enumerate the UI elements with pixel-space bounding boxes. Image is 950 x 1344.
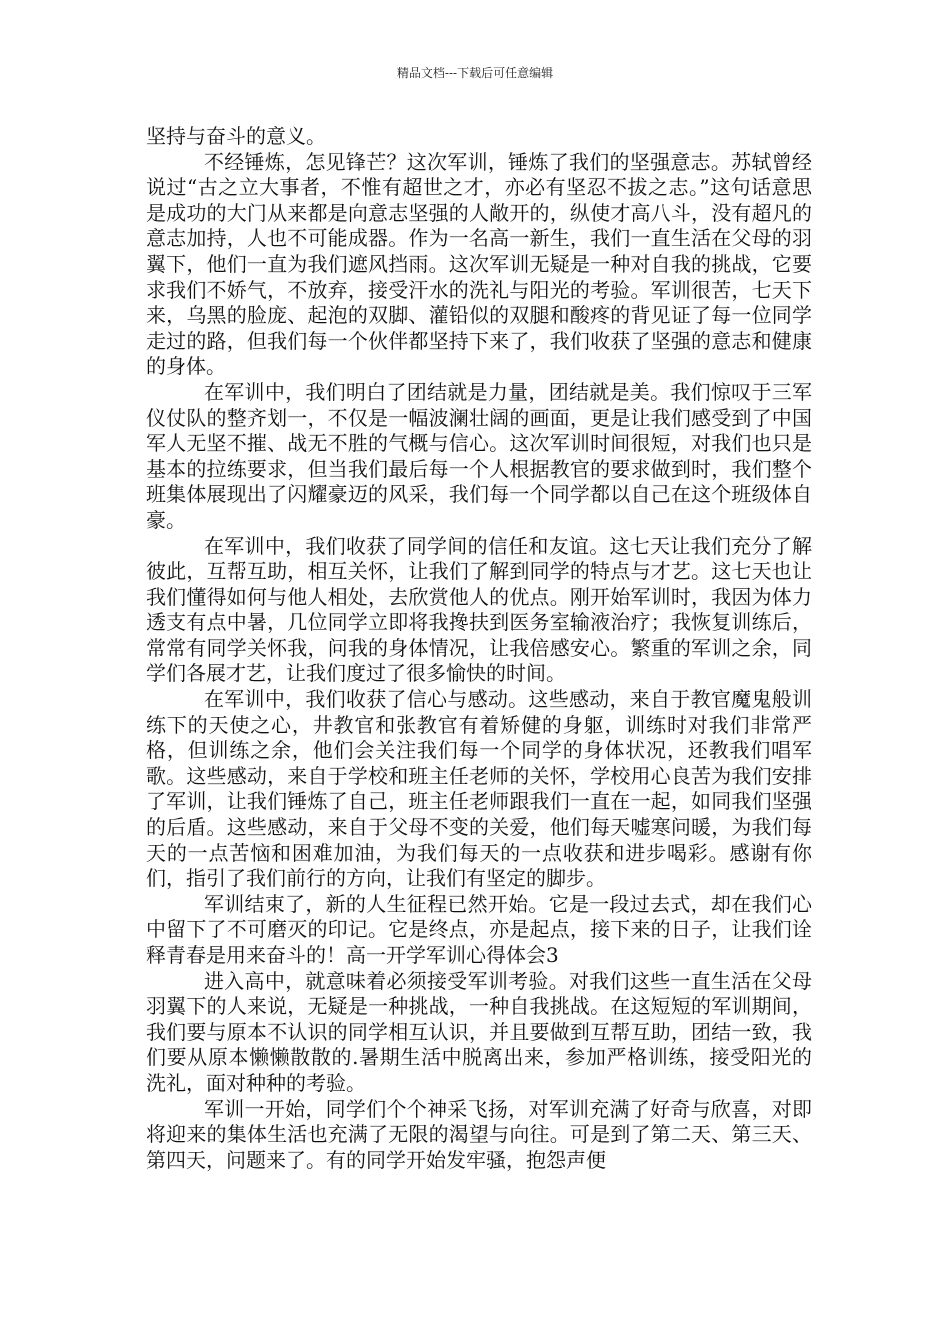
paragraph: 坚持与奋斗的意义。 (146, 124, 326, 148)
paragraph: 不经锤炼，怎见锋芒？这次军训，锤炼了我们的坚强意志。苏轼曾经说过“古之立大事者，不惟有超世之才，亦必有坚忍不拔之志。”这句话意思是成功的大门从来都是向意志坚强的人敞开的，纵使才高八斗，没有超凡的意志加持，人也不可能成器。作为一名高一新生，我们一直生活在父母的羽翼下，他们一直为我们遮风挡雨。这次军训无疑是一种对自我的挑战，它要求我们不娇气，不放弃，接受汗水的洗礼与阳光的考验。军训很苦，七天下来，乌黑的脸庞、起泡的双脚、灌铅似的双腿和酸疼的背见证了每一位同学走过的路，但我们每一个伙伴都坚持下来了，我们收获了坚强的意志和健康的身体。 (146, 149, 812, 379)
paragraph: 在军训中，我们明白了团结就是力量，团结就是美。我们惊叹于三军仪仗队的整齐划一，不仅是一幅波澜壮阔的画面，更是让我们感受到了中国军人无坚不摧、战无不胜的气概与信心。这次军训时间很短，对我们也只是基本的拉练要求，但当我们最后每一个人根据教官的要求做到时，我们整个班集体展现出了闪耀豪迈的风采，我们每一个同学都以自己在这个班级体自豪。 (146, 379, 812, 532)
page-header: 精品文档---下载后可任意编辑 (396, 66, 554, 80)
paragraph: 军训结束了，新的人生征程已然开始。它是一段过去式，却在我们心中留下了不可磨灭的印记。它是终点，亦是起点，接下来的日子，让我们诠释青春是用来奋斗的！高一开学军训心得体会3 (146, 891, 812, 967)
paragraph: 进入高中，就意味着必须接受军训考验。对我们这些一直生活在父母羽翼下的人来说，无疑是一种挑战，一种自我挑战。在这短短的军训期间，我们要与原本不认识的同学相互认识，并且要做到互帮互助，团结一致，我们要从原本懒懒散散的.暑期生活中脱离出来，参加严格训练，接受阳光的洗礼，面对种种的考验。 (146, 968, 812, 1095)
document-body (146, 124, 812, 1173)
paragraph: 在军训中，我们收获了信心与感动。这些感动，来自于教官魔鬼般训练下的天使之心，井教官和张教官有着矫健的身躯，训练时对我们非常严格，但训练之余，他们会关注我们每一个同学的身体状况，还教我们唱军歌。这些感动，来自于学校和班主任老师的关怀，学校用心良苦为我们安排了军训，让我们锤炼了自己，班主任老师跟我们一直在一起，如同我们坚强的后盾。这些感动，来自于父母不变的关爱，他们每天嘘寒问暖，为我们每天的一点苦恼和困难加油，为我们每天的一点收获和进步喝彩。感谢有你们，指引了我们前行的方向，让我们有坚定的脚步。 (146, 687, 812, 891)
paragraph: 在军训中，我们收获了同学间的信任和友谊。这七天让我们充分了解彼此，互帮互助，相互关怀，让我们了解到同学的特点与才艺。这七天也让我们懂得如何与他人相处，去欣赏他人的优点。刚开始军训时，我因为体力透支有点中暑，几位同学立即将我搀扶到医务室输液治疗；我恢复训练后，常常有同学关怀我，问我的身体情况，让我倍感安心。繁重的军训之余，同学们各展才艺，让我们度过了很多愉快的时间。 (146, 533, 812, 686)
paragraph: 军训一开始，同学们个个神采飞扬，对军训充满了好奇与欣喜，对即将迎来的集体生活也充满了无限的渴望与向往。可是到了第二天、第三天、第四天，问题来了。有的同学开始发牢骚，抱怨声便 (146, 1096, 812, 1172)
